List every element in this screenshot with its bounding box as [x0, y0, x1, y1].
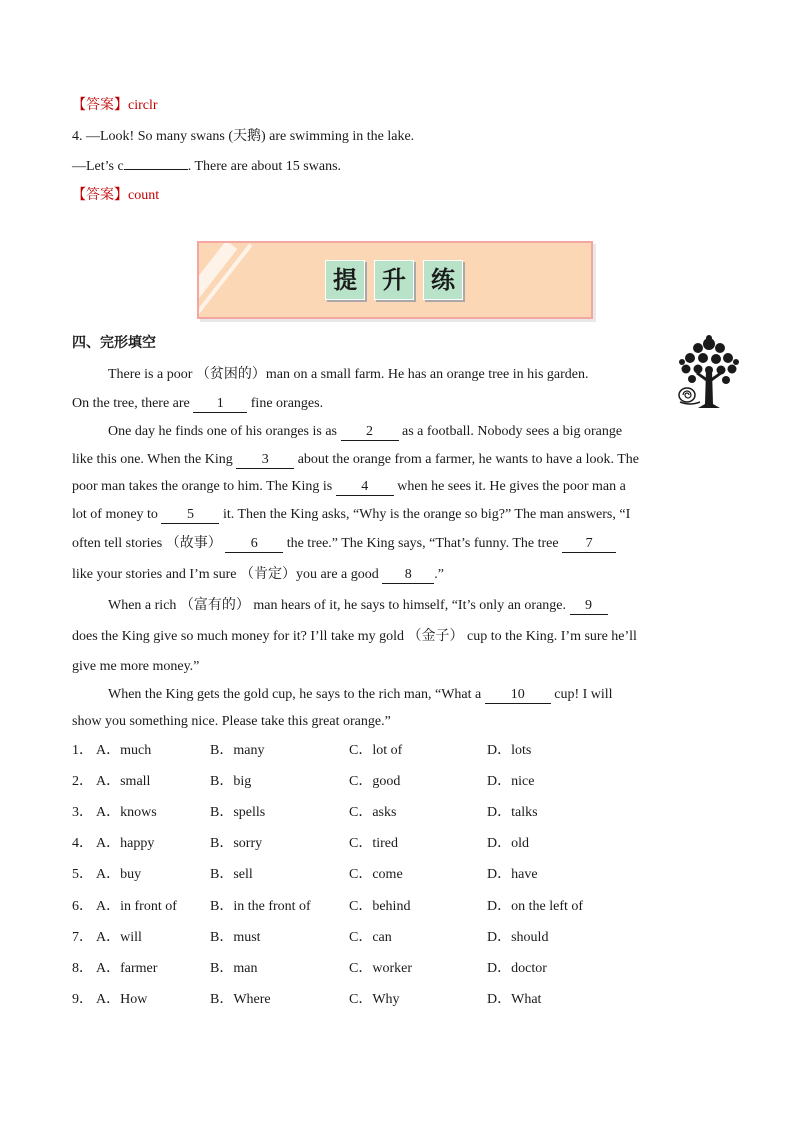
blank-7: 7 [562, 536, 616, 553]
passage-line-12 [108, 686, 613, 704]
option-c: C．lot of [349, 743, 403, 758]
option-number: 7． [72, 930, 93, 945]
blank-3: 3 [236, 452, 294, 469]
section-heading: 四、完形填空 [72, 335, 156, 351]
option-c: C．good [349, 774, 401, 789]
blank-2: 2 [341, 424, 399, 441]
option-c: C．asks [349, 805, 397, 820]
option-b: B．man [210, 961, 258, 976]
answer-value: count [128, 188, 160, 203]
blank-4: 4 [336, 479, 394, 496]
option-d: D．old [487, 836, 529, 851]
passage-line-6 [72, 506, 630, 524]
blank-5: 5 [161, 507, 219, 524]
passage-line-8 [72, 566, 444, 584]
question-4-line2 [72, 158, 341, 176]
option-b: B．in the front of [210, 899, 311, 914]
option-c: C．Why [349, 992, 400, 1007]
option-a: A．will [96, 930, 142, 945]
passage-line-1: There is a poor （贫困的）man on a small farm. He has an orange tree in his garden. [108, 367, 589, 382]
option-d: D．What [487, 992, 542, 1007]
q4-blank [124, 169, 188, 170]
option-a: A．happy [96, 836, 155, 851]
option-c: C．worker [349, 961, 412, 976]
option-b: B．sorry [210, 836, 263, 851]
banner-title [325, 260, 463, 300]
option-number: 3． [72, 805, 93, 820]
option-d: D．nice [487, 774, 535, 789]
passage-text: about the orange from a farmer, he wants to have a look. The [294, 452, 639, 467]
passage-text: like your stories and I’m sure （肯定）you are a good [72, 567, 383, 582]
passage-line-7 [72, 535, 616, 553]
option-d: D．doctor [487, 961, 547, 976]
passage-line-13: show you something nice. Please take this great orange.” [72, 714, 391, 729]
passage-text: the tree.” The King says, “That’s funny. The tree [283, 536, 563, 551]
option-b: B．spells [210, 805, 266, 820]
tree-icon [676, 334, 742, 412]
option-b: B．Where [210, 992, 271, 1007]
passage-text: On the tree, there are [72, 396, 194, 411]
passage-text: When a rich （富有的） man hears of it, he says to himself, “It’s only an orange. [108, 598, 570, 613]
passage-line-11: give me more money.” [72, 659, 200, 674]
section-banner [197, 241, 593, 319]
option-b: B．many [210, 743, 265, 758]
option-a: A．much [96, 743, 152, 758]
answer-line [72, 187, 159, 205]
option-d: D．on the left of [487, 899, 584, 914]
passage-line-5 [72, 478, 626, 496]
passage-text: as a football. Nobody sees a big orange [398, 424, 623, 439]
passage-line-4 [72, 451, 639, 469]
blank-10: 10 [485, 687, 551, 704]
option-a: A．buy [96, 867, 142, 882]
blank-6: 6 [225, 536, 283, 553]
option-c: C．behind [349, 899, 411, 914]
option-a: A．farmer [96, 961, 158, 976]
option-a: A．How [96, 992, 148, 1007]
passage-line-9 [108, 597, 608, 615]
passage-text: One day he finds one of his oranges is as [108, 424, 341, 439]
passage-text: .” [434, 567, 444, 582]
passage-text: poor man takes the orange to him. The King is [72, 479, 336, 494]
banner-char: 练 [423, 260, 463, 300]
blank-9: 9 [570, 598, 608, 615]
option-number: 8． [72, 961, 93, 976]
passage-text: when he sees it. He gives the poor man a [393, 479, 626, 494]
banner-char: 提 [325, 260, 365, 300]
option-b: B．big [210, 774, 252, 789]
option-number: 1． [72, 743, 93, 758]
option-d: D．talks [487, 805, 538, 820]
option-number: 2． [72, 774, 93, 789]
option-c: C．come [349, 867, 403, 882]
option-a: A．small [96, 774, 151, 789]
passage-line-3 [108, 423, 622, 441]
passage-text: When the King gets the gold cup, he says to the rich man, “What a [108, 687, 485, 702]
option-number: 9． [72, 992, 93, 1007]
answer-label: 【答案】 [72, 188, 128, 203]
option-d: D．should [487, 930, 549, 945]
option-number: 6． [72, 899, 93, 914]
blank-1: 1 [193, 396, 247, 413]
passage-line-10: does the King give so much money for it? I’ll take my gold （金子） cup to the King. I’m sure he’ll [72, 629, 637, 644]
option-d: D．lots [487, 743, 532, 758]
answer-value: circlr [128, 98, 158, 113]
passage-text: fine oranges. [247, 396, 324, 411]
option-b: B．sell [210, 867, 253, 882]
passage-text: often tell stories （故事） [72, 536, 226, 551]
passage-text: it. Then the King asks, “Why is the orange so big?” The man answers, “I [219, 507, 631, 522]
blank-8: 8 [382, 567, 434, 584]
option-c: C．can [349, 930, 392, 945]
option-number: 5． [72, 867, 93, 882]
option-number: 4． [72, 836, 93, 851]
q4-text-pre: —Let’s c [72, 159, 124, 174]
passage-text: like this one. When the King [72, 452, 237, 467]
q4-text-post: . There are about 15 swans. [187, 159, 342, 174]
option-a: A．knows [96, 805, 157, 820]
banner-char: 升 [374, 260, 414, 300]
passage-text: lot of money to [72, 507, 162, 522]
passage-text: cup! I will [550, 687, 613, 702]
passage-line-2 [72, 395, 323, 413]
option-c: C．tired [349, 836, 398, 851]
option-d: D．have [487, 867, 538, 882]
option-a: A．in front of [96, 899, 177, 914]
answer-line [72, 97, 158, 115]
option-b: B．must [210, 930, 261, 945]
answer-label: 【答案】 [72, 98, 128, 113]
question-4-line1: 4. —Look! So many swans (天鹅) are swimming in the lake. [72, 129, 415, 144]
